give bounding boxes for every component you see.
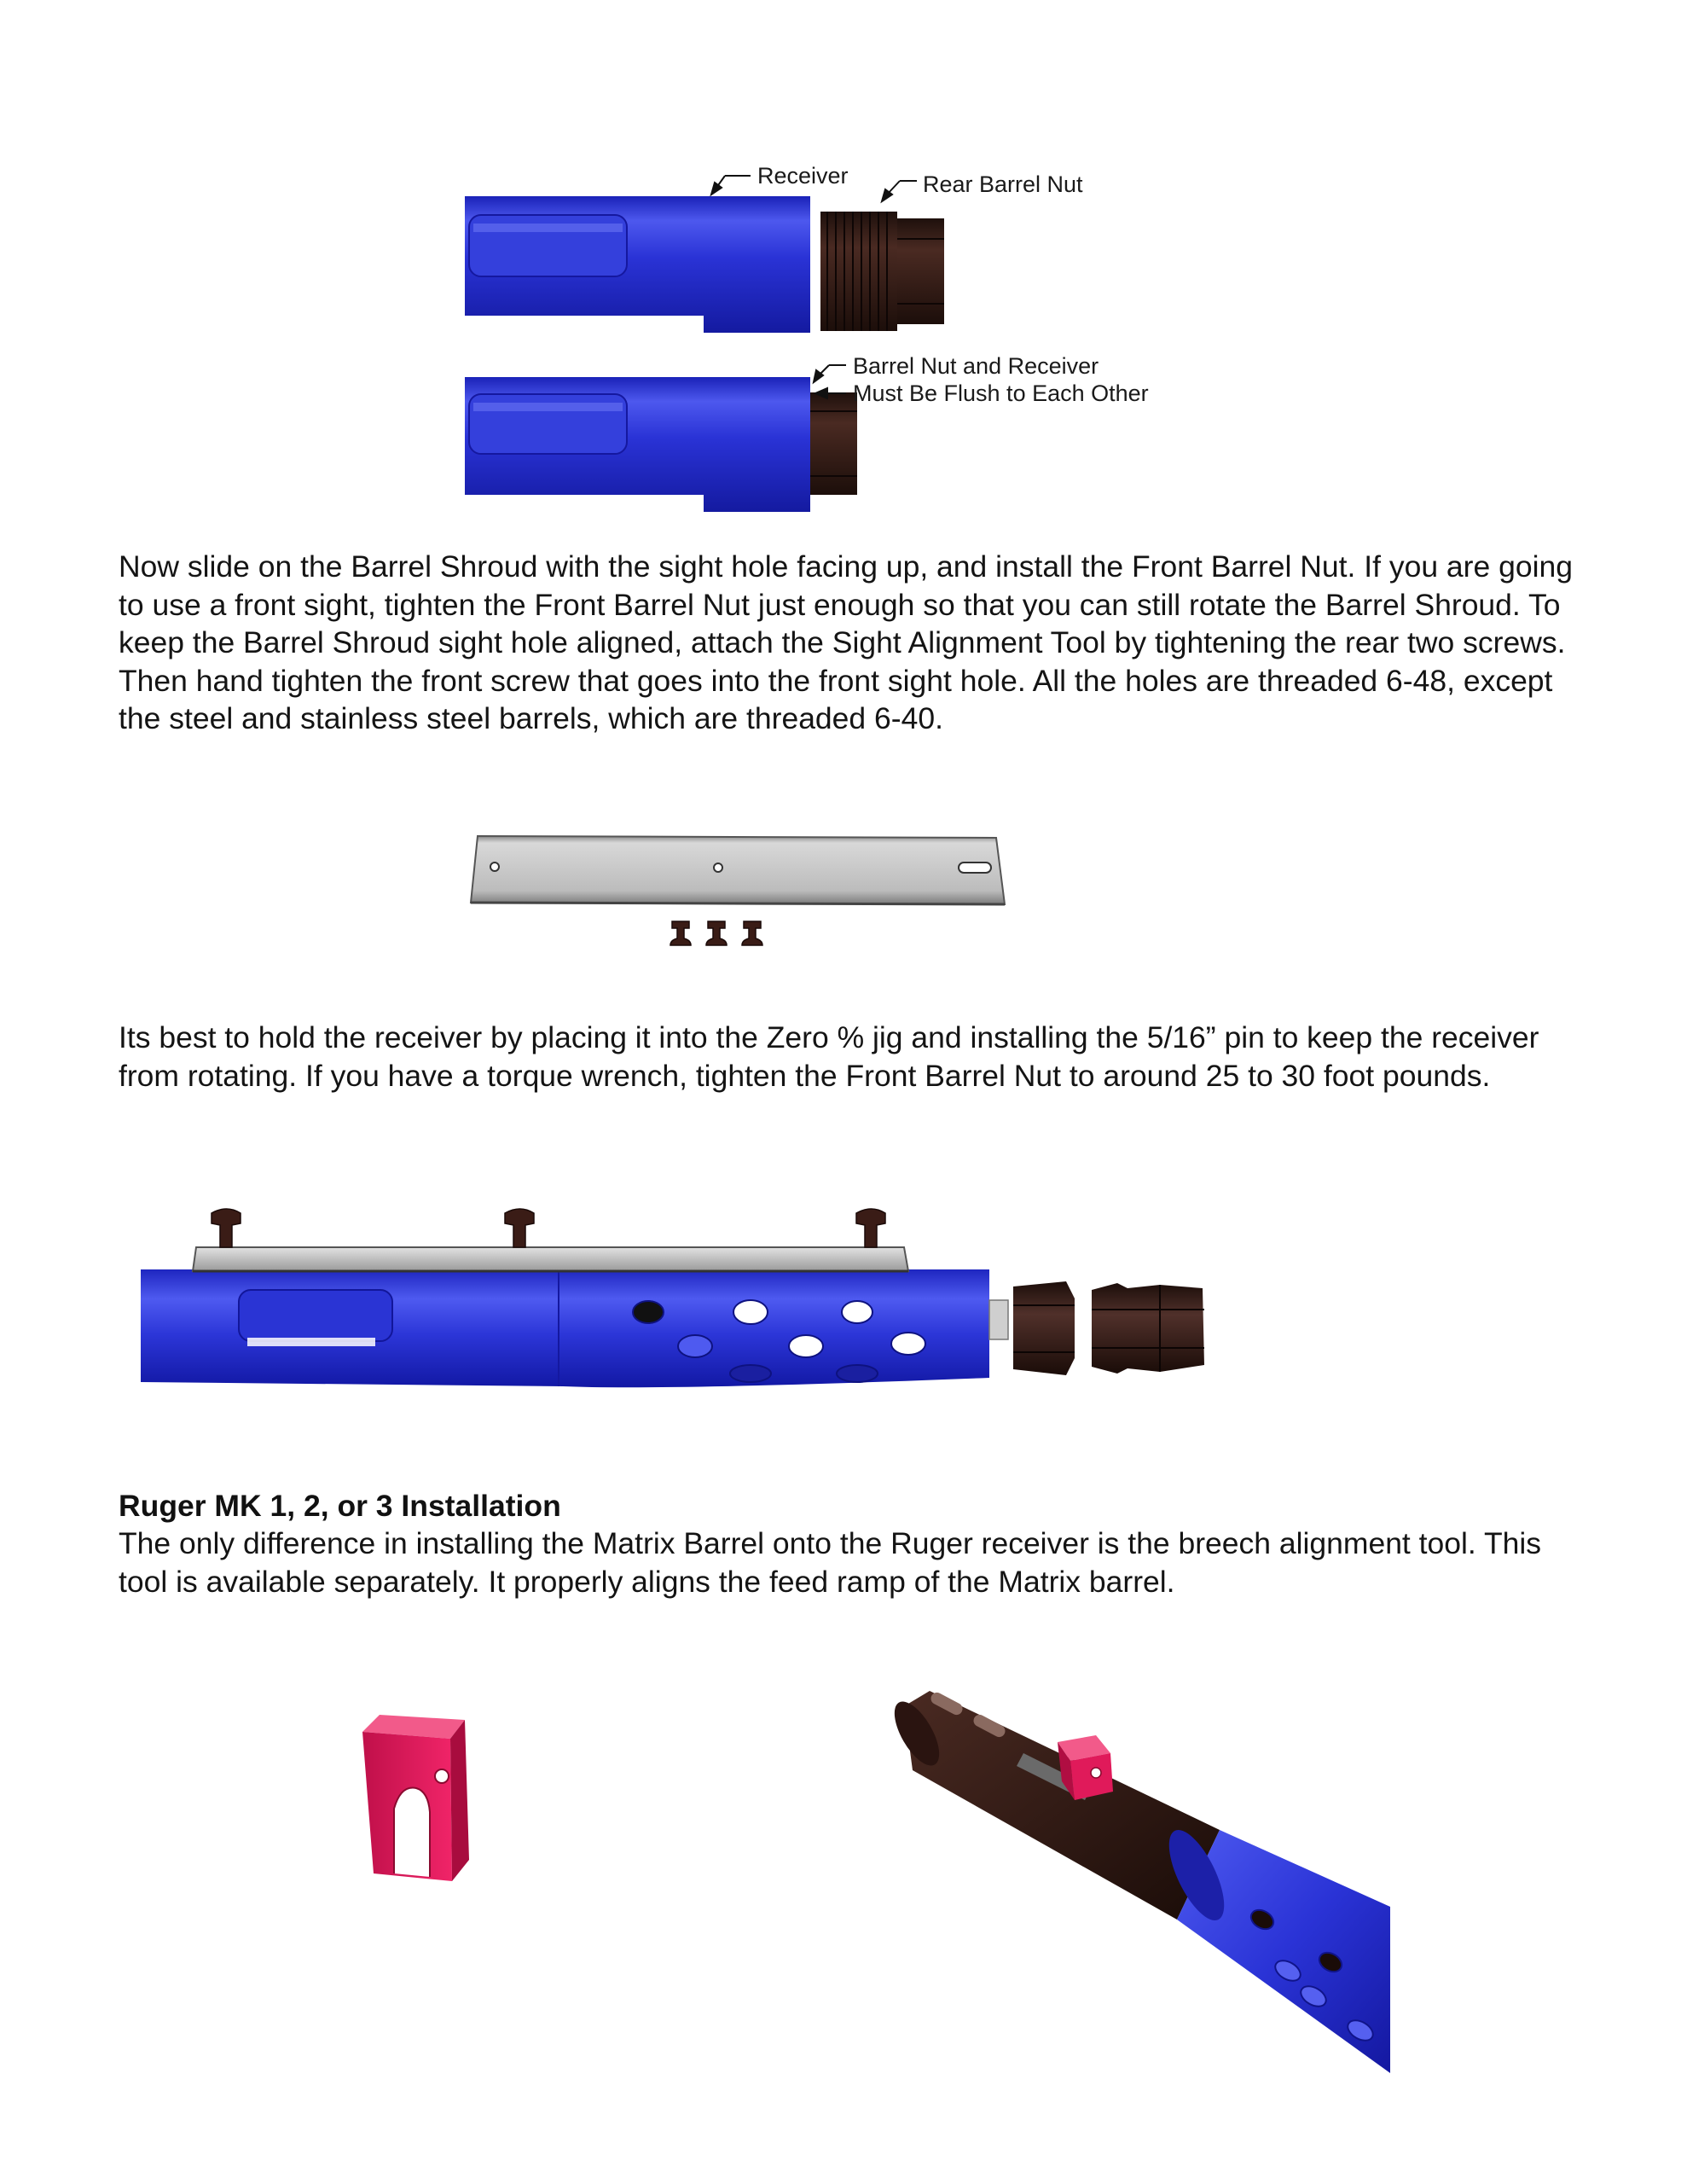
receiver-assembled [465, 377, 857, 512]
receiver-callout: Receiver [757, 163, 849, 189]
assembly-screws [212, 1209, 885, 1247]
rear-barrel-nut [820, 212, 944, 331]
flush-callout-line2: Must Be Flush to Each Other [853, 380, 1149, 406]
ruger-section-body: The only difference in installing the Matrix Barrel onto the Ruger receiver is the breech alignment tool. This tool is available separately. It properly aligns the feed ramp of the Matrix barrel. [119, 1526, 1542, 1599]
sight-alignment-tool-image [461, 819, 1023, 956]
breech-alignment-tool-image [350, 1706, 486, 1894]
spare-barrel-nut [1092, 1283, 1204, 1374]
shroud-install-paragraph: Now slide on the Barrel Shroud with the sight hole facing up, and install the Front Barrel Nut. If you are going to use a front sight, tighten the Front Barrel Nut just enough so that you can still rotate the Barrel Shroud. To keep the Barrel Shroud sight hole aligned, attach the Sight Alignment Tool by tightening the rear two screws. Then hand tighten the front screw that goes into the front sight hole. All the holes are threaded 6-48, except the steel and stainless steel barrels, which are threaded 6-40. [119, 549, 1573, 735]
front-barrel-nut [1013, 1281, 1075, 1375]
jig-torque-paragraph: Its best to hold the receiver by placing it into the Zero % jig and installing the 5/16” pin to keep the receiver from rotating. If you have a torque wrench, tighten the Front Barrel Nut to around 25 to 30 foot pounds. [119, 1020, 1539, 1093]
screws [670, 921, 762, 945]
ruger-section-heading: Ruger MK 1, 2, or 3 Installation [119, 1489, 561, 1523]
ruger-receiver-installed-image [896, 1672, 1390, 2082]
flush-callout-line1: Barrel Nut and Receiver [853, 353, 1099, 379]
rear-barrel-nut-callout: Rear Barrel Nut [923, 171, 1083, 197]
receiver-nut-diagram [461, 154, 1228, 529]
receiver-separated [465, 196, 810, 333]
shroud-assembly-image [136, 1194, 1211, 1399]
